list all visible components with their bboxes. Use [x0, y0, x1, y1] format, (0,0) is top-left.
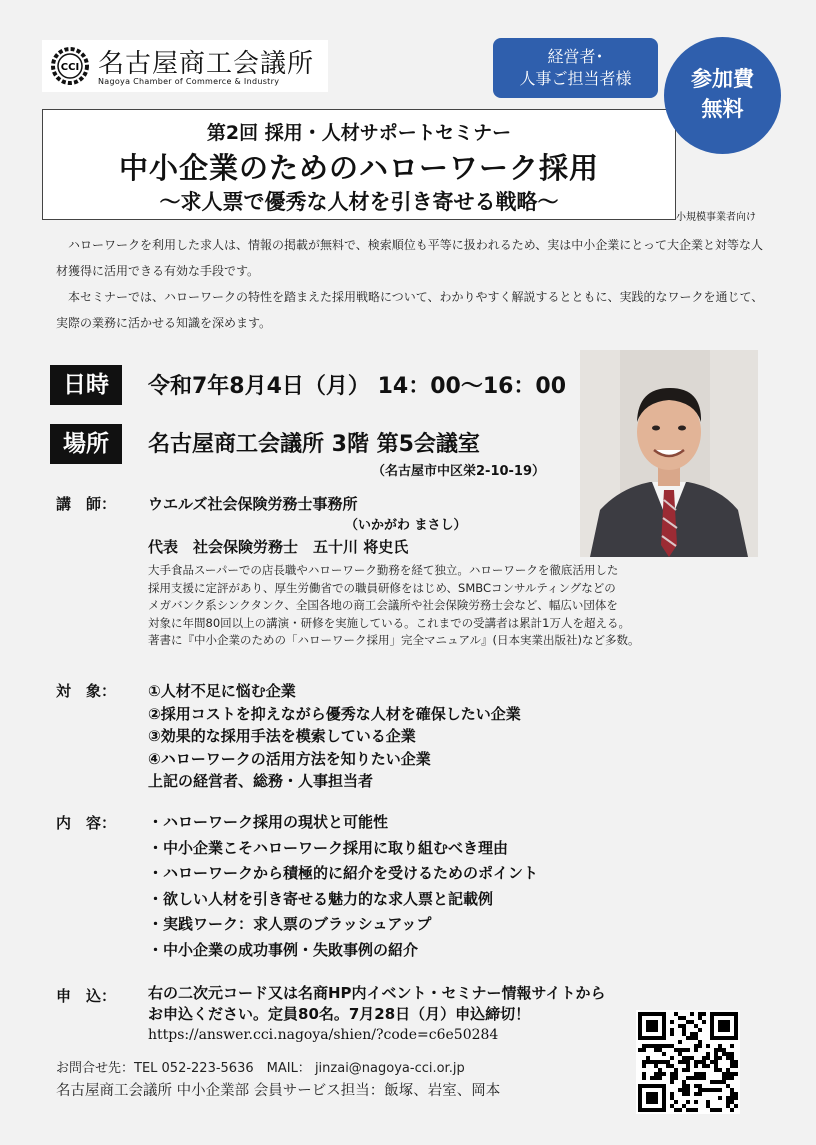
list-item: ②採用コストを抑えながら優秀な人材を確保したい企業	[148, 704, 521, 723]
org-logo	[42, 40, 328, 92]
apply-line: 右の二次元コード又は名商HP内イベント・セミナー情報サイトから	[148, 984, 606, 1002]
lecturer-label: 講 師：	[56, 495, 117, 513]
free-fee-badge	[664, 37, 781, 154]
contact-info	[56, 1058, 500, 1102]
place-label: 場所	[50, 424, 122, 464]
org-name-en: Nagoya Chamber of Commerce & Industry	[98, 77, 280, 86]
series-title: 第2回 採用・人材サポートセミナー	[206, 122, 512, 144]
qr-code[interactable]	[636, 1010, 740, 1114]
apply-url-link[interactable]: https://answer.cci.nagoya/shien/?code=c6e50284	[148, 1027, 499, 1043]
contact-org: 名古屋商工会議所 中小企業部 会員サービス担当：飯塚、岩室、岡本	[56, 1083, 501, 1099]
bio-line: メガバンク系シンクタンク、全国各地の商工会議所や社会保険労務士会など、幅広い団体を	[148, 598, 618, 612]
list-item: ・欲しい人材を引き寄せる魅力的な求人票と記載例	[148, 889, 494, 908]
list-item: ・中小企業の成功事例・失敗事例の紹介	[148, 940, 419, 959]
bio-line: 大手食品スーパーでの店長職やハローワーク勤務を経て独立。ハローワークを徹底活用した	[148, 563, 619, 577]
date-value: 令和7年8月4日（月） 14：00～16：00	[148, 374, 567, 399]
place-address: （名古屋市中区栄2-10-19）	[372, 464, 546, 479]
chamber-emblem-icon	[50, 46, 90, 86]
lecturer-bio	[148, 562, 728, 650]
target-list	[148, 680, 521, 793]
audience-line2: 人事ご担当者様	[519, 69, 632, 88]
sub-title: ～求人票で優秀な人材を引き寄せる戦略～	[159, 190, 559, 214]
intro-paragraph: 本セミナーでは、ハローワークの特性を踏まえた採用戦略について、わかりやすく解説するとともに、実践的なワークを通じて、実際の業務に活かせる知識を深めます。	[56, 290, 764, 330]
fee-line1: 参加費	[691, 67, 754, 91]
list-item: ・実践ワーク：求人票のブラッシュアップ	[148, 915, 432, 933]
title-box	[42, 109, 676, 220]
bio-line: 採用支援に定評があり、厚生労働省での職員研修をはじめ、SMBCコンサルティングなどの	[148, 580, 616, 595]
lecturer-reading: （いかがわ まさし）	[345, 518, 467, 533]
svg-text:CCI: CCI	[60, 62, 80, 73]
audience-badge	[493, 38, 658, 98]
apply-text	[148, 983, 606, 1046]
main-title: 中小企業のためのハローワーク採用	[118, 151, 599, 185]
list-item: ・ハローワークから積極的に紹介を受けるためのポイント	[148, 864, 539, 882]
bio-line: 対象に年間80回以上の講演・研修を実施している。これまでの受講者は累計1万人を超える。	[148, 615, 630, 630]
date-label: 日時	[50, 365, 122, 405]
bio-line: 著書に『中小企業のための「ハローワーク採用」完全マニュアル』(日本実業出版社)など多数。	[148, 633, 640, 647]
fee-line2: 無料	[701, 97, 744, 121]
intro-paragraph: ハローワークを利用した求人は、情報の掲載が無料で、検索順位も平等に扱われるため、実は中小企業にとって大企業と対等な人材獲得に活用できる有効な手段です。	[56, 238, 764, 278]
apply-line: お申込ください。定員80名。7月28日（月）申込締切！	[148, 1005, 531, 1023]
lecturer-office: ウエルズ社会保険労務士事務所	[148, 495, 358, 513]
lecturer-name: 代表 社会保険労務士 五十川 将史氏	[148, 538, 409, 556]
org-name-jp: 名古屋商工会議所	[98, 49, 315, 79]
list-item: ・中小企業こそハローワーク採用に取り組むべき理由	[148, 838, 509, 857]
list-item: 上記の経営者、総務・人事担当者	[148, 772, 374, 790]
apply-label: 申 込：	[56, 987, 117, 1005]
target-note: 小規模事業者向け	[676, 212, 756, 223]
list-item: ④ハローワークの活用方法を知りたい企業	[148, 749, 431, 768]
list-item: ・ハローワーク採用の現状と可能性	[148, 813, 389, 831]
list-item: ③効果的な採用手法を模索している企業	[148, 727, 416, 745]
list-item: ①人材不足に悩む企業	[148, 682, 296, 700]
lecturer-photo	[580, 350, 758, 557]
qr-code-icon	[636, 1010, 740, 1114]
place-value: 名古屋商工会議所 3階 第5会議室	[148, 432, 480, 457]
content-label: 内 容：	[56, 814, 117, 832]
contact-line: お問合せ先：TEL 052-223-5636 MAIL： jinzai@nagoya-cci.or.jp	[56, 1061, 465, 1076]
target-label: 対 象：	[56, 682, 117, 700]
intro-text	[56, 232, 766, 336]
audience-line1: 経営者･	[547, 47, 604, 66]
content-list	[148, 810, 538, 963]
lecturer-portrait-icon	[580, 350, 758, 557]
